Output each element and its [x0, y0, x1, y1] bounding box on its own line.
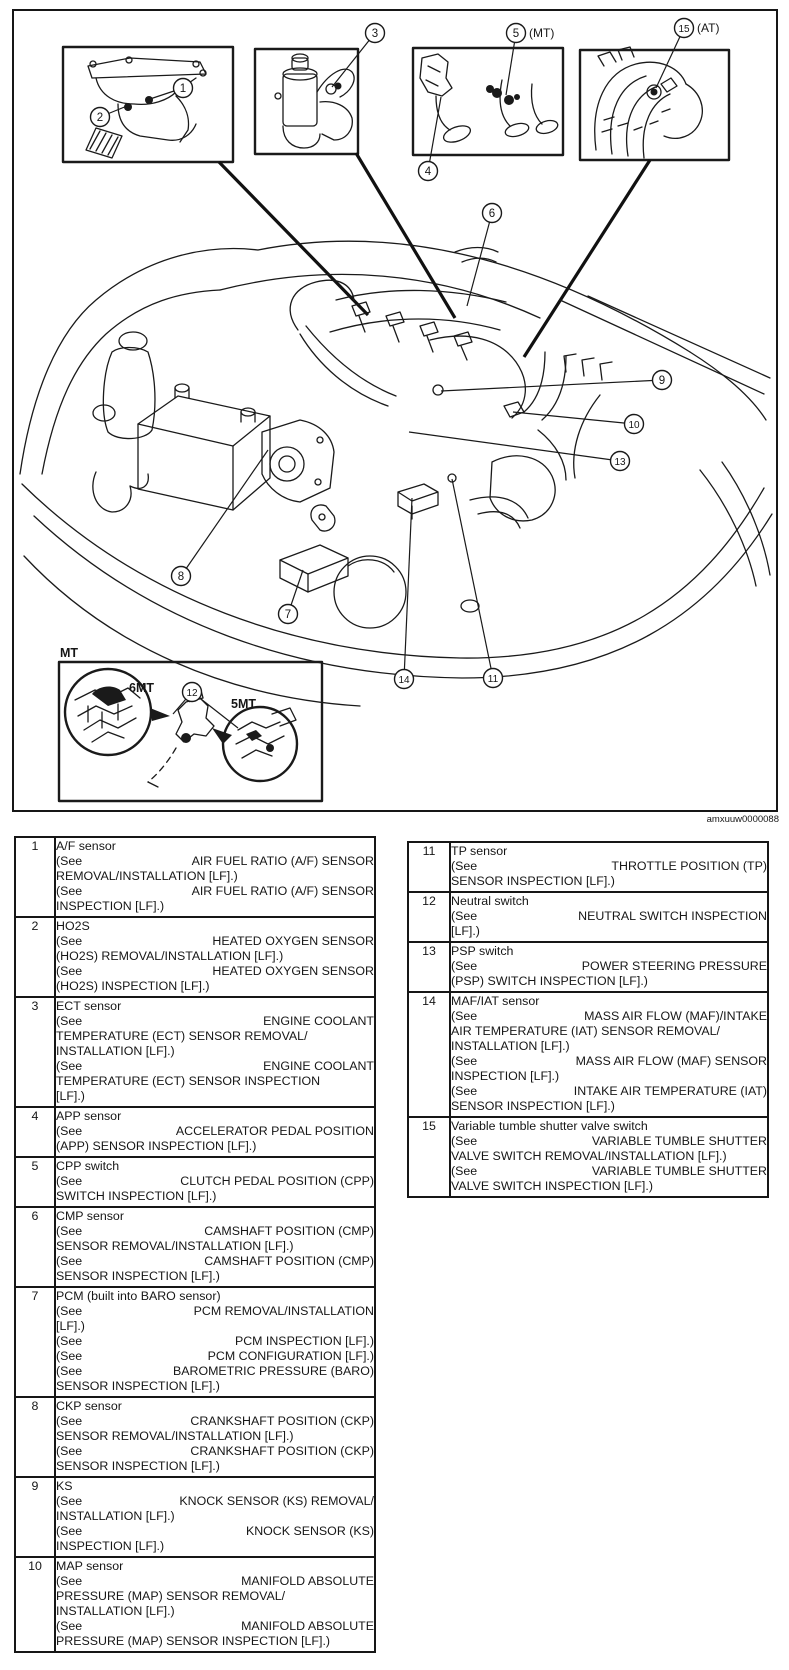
legend-text-line: (See PCM CONFIGURATION [LF].) [56, 1349, 374, 1363]
legend-text-line: (See AIR FUEL RATIO (A/F) SENSOR [56, 854, 374, 868]
legend-text-line: TEMPERATURE (ECT) SENSOR REMOVAL/ [56, 1029, 308, 1043]
callout-11 [452, 479, 503, 688]
legend-text-line: SENSOR INSPECTION [LF].) [56, 1459, 220, 1473]
legend-row-description [55, 1477, 375, 1557]
svg-text:7: 7 [284, 608, 292, 621]
legend-row-number: 14 [408, 992, 450, 1117]
callout-14 [395, 498, 414, 689]
legend-row-description [55, 1207, 375, 1287]
callout-suffix-label: (AT) [697, 21, 720, 35]
legend-text-line: INSTALLATION [LF].) [56, 1509, 175, 1523]
legend-text-line: INSTALLATION [LF].) [56, 1044, 175, 1058]
legend-text-line: (See POWER STEERING PRESSURE [451, 959, 767, 973]
legend-text-line: (See CAMSHAFT POSITION (CMP) [56, 1254, 374, 1268]
legend-text-line: KS [56, 1479, 73, 1493]
legend-text-line: MAP sensor [56, 1559, 124, 1573]
legend-text-line: (See BAROMETRIC PRESSURE (BARO) [56, 1364, 374, 1378]
legend-row [408, 942, 768, 992]
legend-row-number: 8 [15, 1397, 55, 1477]
legend-row-number: 9 [15, 1477, 55, 1557]
legend-text-line: PCM (built into BARO sensor) [56, 1289, 221, 1303]
legend-text-line: TEMPERATURE (ECT) SENSOR INSPECTION [56, 1074, 321, 1088]
callout-8 [172, 450, 269, 586]
legend-row-number: 6 [15, 1207, 55, 1287]
legend-text-line: INSPECTION [LF].) [451, 1069, 560, 1083]
legend-row-number: 5 [15, 1157, 55, 1207]
inset-box-ect-sensor [255, 49, 358, 154]
legend-row-description [55, 1287, 375, 1397]
legend-row-description [55, 1557, 375, 1652]
legend-text-line: SENSOR INSPECTION [LF].) [56, 1269, 220, 1283]
legend-text-line: A/F sensor [56, 839, 116, 853]
legend-row [15, 1207, 375, 1287]
legend-row-number: 3 [15, 997, 55, 1107]
legend-text-line: (See KNOCK SENSOR (KS) REMOVAL/ [56, 1494, 374, 1508]
legend-text-line: Neutral switch [451, 894, 529, 908]
legend-row-number: 7 [15, 1287, 55, 1397]
legend-text-line: (PSP) SWITCH INSPECTION [LF].) [451, 974, 648, 988]
callout-layer [91, 19, 720, 729]
legend-row-description [55, 997, 375, 1107]
legend-text-line: (See THROTTLE POSITION (TP) [451, 859, 767, 873]
legend-text-line: (See PCM INSPECTION [LF].) [56, 1334, 374, 1348]
svg-text:13: 13 [614, 456, 626, 468]
legend-text-line: VALVE SWITCH INSPECTION [LF].) [451, 1179, 653, 1193]
legend-text-line: Variable tumble shutter valve switch [451, 1119, 648, 1133]
legend-text-line: (See MASS AIR FLOW (MAF) SENSOR [451, 1054, 767, 1068]
legend-text-line: INSPECTION [LF].) [56, 1539, 165, 1553]
legend-text-line: CKP sensor [56, 1399, 122, 1413]
legend-text-line: SENSOR INSPECTION [LF].) [451, 874, 615, 888]
legend-text-line: [LF].) [56, 1319, 85, 1333]
svg-text:10: 10 [628, 419, 640, 431]
figure-code: amxuuw0000088 [706, 814, 779, 825]
legend-row-description [55, 917, 375, 997]
legend-text-line: (See HEATED OXYGEN SENSOR [56, 964, 374, 978]
legend-text-line: SWITCH INSPECTION [LF].) [56, 1189, 217, 1203]
legend-text-line: (See ENGINE COOLANT [56, 1014, 374, 1028]
legend-text-line: VALVE SWITCH REMOVAL/INSTALLATION [LF].) [451, 1149, 727, 1163]
legend-text-line: SENSOR INSPECTION [LF].) [451, 1099, 615, 1113]
legend-row [15, 917, 375, 997]
legend-text-line: (See CRANKSHAFT POSITION (CKP) [56, 1414, 374, 1428]
legend-row-description [55, 837, 375, 917]
svg-text:2: 2 [96, 111, 104, 124]
legend-row-number: 1 [15, 837, 55, 917]
callout-5 [506, 24, 554, 96]
callout-2 [91, 106, 128, 127]
inset-box-intake-manifold [580, 47, 729, 160]
legend-row-number: 15 [408, 1117, 450, 1197]
five-mt-label: 5MT [231, 697, 256, 711]
legend-text-line: (HO2S) REMOVAL/INSTALLATION [LF].) [56, 949, 284, 963]
svg-text:14: 14 [398, 674, 410, 686]
svg-text:9: 9 [658, 374, 666, 387]
legend-text-line: (See INTAKE AIR TEMPERATURE (IAT) [451, 1084, 767, 1098]
legend-text-line: [LF].) [451, 924, 480, 938]
legend-row-description [450, 992, 768, 1117]
legend-row-number: 11 [408, 842, 450, 892]
legend-row [15, 997, 375, 1107]
callout-9 [441, 371, 672, 392]
legend-row [15, 1397, 375, 1477]
legend-row-description [55, 1397, 375, 1477]
legend-row-description [55, 1157, 375, 1207]
legend-text-line: (See MANIFOLD ABSOLUTE [56, 1574, 374, 1588]
legend-text-line: (See MANIFOLD ABSOLUTE [56, 1619, 374, 1633]
callout-13 [409, 432, 630, 471]
legend-text-line: INSTALLATION [LF].) [56, 1604, 175, 1618]
legend-text-line: SENSOR REMOVAL/INSTALLATION [LF].) [56, 1429, 294, 1443]
legend-text-line: (See HEATED OXYGEN SENSOR [56, 934, 374, 948]
inset-leader-lines [219, 153, 650, 357]
legend-text-line: (See ENGINE COOLANT [56, 1059, 374, 1073]
callout-15 [656, 19, 719, 89]
legend-row [408, 1117, 768, 1197]
legend-text-line: (See CAMSHAFT POSITION (CMP) [56, 1224, 374, 1238]
legend-text-line: (APP) SENSOR INSPECTION [LF].) [56, 1139, 257, 1153]
legend-row [408, 842, 768, 892]
legend-text-line: CPP switch [56, 1159, 120, 1173]
legend-text-line: INSPECTION [LF].) [56, 899, 165, 913]
callout-7 [279, 570, 304, 624]
svg-text:8: 8 [177, 570, 185, 583]
legend-text-line: PRESSURE (MAP) SENSOR INSPECTION [LF].) [56, 1634, 331, 1648]
legend-text-line: (See CRANKSHAFT POSITION (CKP) [56, 1444, 374, 1458]
legend-text-line: ECT sensor [56, 999, 122, 1013]
svg-text:11: 11 [487, 673, 499, 685]
legend-text-line: [LF].) [56, 1089, 85, 1103]
callout-10 [513, 412, 644, 434]
callout-6 [467, 204, 502, 307]
svg-text:6: 6 [488, 207, 496, 220]
legend-text-line: (See MASS AIR FLOW (MAF)/INTAKE [451, 1009, 767, 1023]
legend-row-number: 2 [15, 917, 55, 997]
legend-row [15, 1477, 375, 1557]
legend-text-line: SENSOR INSPECTION [LF].) [56, 1379, 220, 1393]
legend-text-line: INSTALLATION [LF].) [451, 1039, 570, 1053]
legend-row [15, 1107, 375, 1157]
legend-text-line: PSP switch [451, 944, 514, 958]
legend-row-description [450, 892, 768, 942]
inset-box-exhaust-manifold [63, 47, 233, 162]
legend-text-line: (See CLUTCH PEDAL POSITION (CPP) [56, 1174, 374, 1188]
legend-row-number: 4 [15, 1107, 55, 1157]
legend-row-description [450, 1117, 768, 1197]
legend-row-description [450, 842, 768, 892]
legend-row-number: 13 [408, 942, 450, 992]
legend-text-line: AIR TEMPERATURE (IAT) SENSOR REMOVAL/ [451, 1024, 720, 1038]
legend-text-line: PRESSURE (MAP) SENSOR REMOVAL/ [56, 1589, 286, 1603]
legend-text-line: APP sensor [56, 1109, 122, 1123]
engine-bay-sketch [20, 241, 772, 706]
legend-text-line: (See PCM REMOVAL/INSTALLATION [56, 1304, 374, 1318]
svg-text:12: 12 [186, 687, 198, 699]
legend-table [407, 841, 769, 1198]
legend-text-line: REMOVAL/INSTALLATION [LF].) [56, 869, 238, 883]
legend-text-line: MAF/IAT sensor [451, 994, 540, 1008]
six-mt-label: 6MT [129, 681, 154, 695]
engine-bay-diagram [0, 0, 789, 830]
legend-row-number: 12 [408, 892, 450, 942]
legend-row [408, 892, 768, 942]
legend-row-description [450, 942, 768, 992]
legend-text-line: (See AIR FUEL RATIO (A/F) SENSOR [56, 884, 374, 898]
legend-table-right [407, 841, 769, 1198]
legend-row [15, 837, 375, 917]
legend-text-line: (HO2S) INSPECTION [LF].) [56, 979, 210, 993]
svg-text:4: 4 [424, 165, 432, 178]
legend-row [15, 1157, 375, 1207]
legend-text-line: (See NEUTRAL SWITCH INSPECTION [451, 909, 767, 923]
legend-text-line: TP sensor [451, 844, 508, 858]
legend-text-line: (See VARIABLE TUMBLE SHUTTER [451, 1134, 767, 1148]
svg-text:3: 3 [371, 27, 379, 40]
svg-text:5: 5 [512, 27, 520, 40]
inset-box-pedals [413, 48, 563, 155]
legend-text-line: (See VARIABLE TUMBLE SHUTTER [451, 1164, 767, 1178]
legend-table-left [14, 836, 376, 1653]
mt-label: MT [60, 646, 79, 660]
engine-bay-figure [0, 0, 789, 830]
legend-row [15, 1287, 375, 1397]
svg-text:15: 15 [678, 23, 690, 35]
legend-row-description [55, 1107, 375, 1157]
legend-text-line: CMP sensor [56, 1209, 124, 1223]
callout-suffix-label: (MT) [529, 26, 555, 40]
legend-row [15, 1557, 375, 1652]
legend-table [14, 836, 376, 1653]
legend-text-line: SENSOR REMOVAL/INSTALLATION [LF].) [56, 1239, 294, 1253]
legend-row-number: 10 [15, 1557, 55, 1652]
svg-text:1: 1 [179, 82, 187, 95]
legend-row [408, 992, 768, 1117]
legend-text-line: HO2S [56, 919, 90, 933]
legend-text-line: (See KNOCK SENSOR (KS) [56, 1524, 374, 1538]
legend-text-line: (See ACCELERATOR PEDAL POSITION [56, 1124, 374, 1138]
